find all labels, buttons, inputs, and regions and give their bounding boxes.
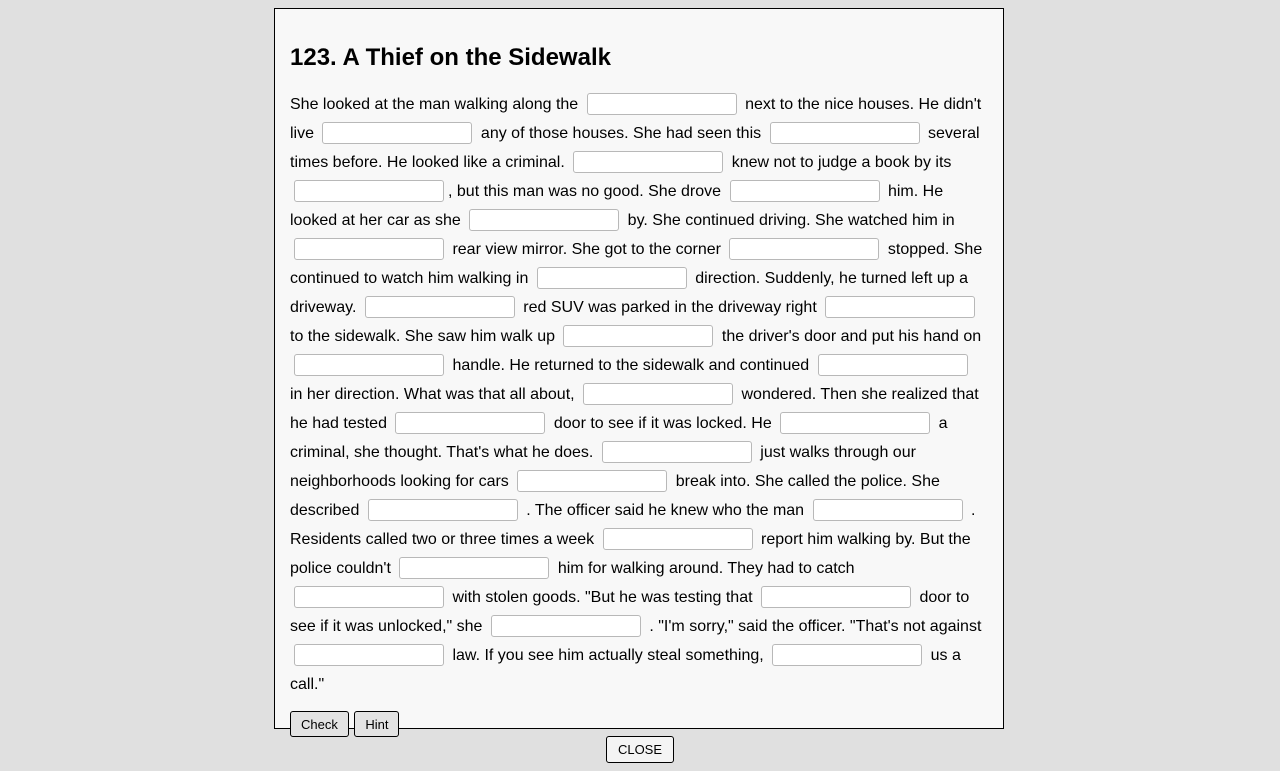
passage-text: a criminal, she thought. That's what he does. (290, 415, 948, 461)
passage-text: . "I'm sorry," said the officer. "That's not against (649, 618, 982, 635)
blank-input-3[interactable] (770, 122, 920, 144)
passage-text: report him walking by. But the police couldn't (290, 531, 971, 577)
passage-text: stopped. She continued to watch him walking in (290, 241, 983, 287)
blank-input-9[interactable] (729, 238, 879, 260)
passage-text: direction. Suddenly, he turned left up a driveway. (290, 270, 969, 316)
passage-text: wondered. Then she realized that he had tested (290, 386, 979, 432)
blank-input-25[interactable] (294, 586, 444, 608)
passage-text: break into. She called the police. She described (290, 473, 940, 519)
passage-text: door to see if it was unlocked," she (290, 589, 970, 635)
passage-text: any of those houses. She had seen this (480, 125, 762, 142)
blank-input-2[interactable] (322, 122, 472, 144)
blank-input-29[interactable] (772, 644, 922, 666)
cloze-passage (290, 90, 988, 699)
passage-text: handle. He returned to the sidewalk and continued (452, 357, 810, 374)
passage-text: door to see if it was locked. He (553, 415, 772, 432)
passage-text: knew not to judge a book by its (731, 154, 952, 171)
blank-input-8[interactable] (294, 238, 444, 260)
close-button[interactable]: CLOSE (606, 736, 674, 763)
blank-input-11[interactable] (365, 296, 515, 318)
passage-text: to the sidewalk. She saw him walk up (290, 328, 556, 345)
passage-text: . Residents called two or three times a week (290, 502, 976, 548)
blank-input-10[interactable] (537, 267, 687, 289)
passage-text: with stolen goods. "But he was testing that (452, 589, 753, 606)
passage-text: by. She continued driving. She watched him in (627, 212, 955, 229)
blank-input-16[interactable] (583, 383, 733, 405)
passage-text: She looked at the man walking along the (290, 96, 579, 113)
blank-input-4[interactable] (573, 151, 723, 173)
passage-text: just walks through our neighborhoods looking for cars (290, 444, 916, 490)
action-buttons (290, 711, 988, 737)
blank-input-18[interactable] (780, 412, 930, 434)
passage-text: rear view mirror. She got to the corner (452, 241, 722, 258)
blank-input-6[interactable] (730, 180, 880, 202)
passage-text: in her direction. What was that all about, (290, 386, 575, 403)
exercise-title: 123. A Thief on the Sidewalk (290, 44, 611, 71)
passage-text: us a call." (290, 647, 961, 693)
passage-text: him. He looked at her car as she (290, 183, 944, 229)
blank-input-28[interactable] (294, 644, 444, 666)
blank-input-14[interactable] (294, 354, 444, 376)
blank-input-19[interactable] (602, 441, 752, 463)
blank-input-1[interactable] (587, 93, 737, 115)
blank-input-13[interactable] (563, 325, 713, 347)
blank-input-27[interactable] (491, 615, 641, 637)
exercise-panel (274, 8, 1004, 732)
blank-input-12[interactable] (825, 296, 975, 318)
passage-text: red SUV was parked in the driveway right (523, 299, 817, 316)
blank-input-22[interactable] (813, 499, 963, 521)
passage-text: the driver's door and put his hand on (721, 328, 982, 345)
blank-input-26[interactable] (761, 586, 911, 608)
passage-text: , but this man was no good. She drove (448, 183, 722, 200)
passage-text: next to the nice houses. He didn't live (290, 96, 982, 142)
blank-input-7[interactable] (469, 209, 619, 231)
blank-input-23[interactable] (603, 528, 753, 550)
blank-input-5[interactable] (294, 180, 444, 202)
passage-text: . The officer said he knew who the man (526, 502, 805, 519)
blank-input-21[interactable] (368, 499, 518, 521)
hint-button[interactable]: Hint (354, 711, 399, 737)
blank-input-17[interactable] (395, 412, 545, 434)
passage-text: him for walking around. They had to catch (557, 560, 855, 577)
blank-input-24[interactable] (399, 557, 549, 579)
blank-input-20[interactable] (517, 470, 667, 492)
check-button[interactable]: Check (290, 711, 349, 737)
passage-text: several times before. He looked like a criminal. (290, 125, 980, 171)
passage-text: law. If you see him actually steal something, (452, 647, 764, 664)
blank-input-15[interactable] (818, 354, 968, 376)
